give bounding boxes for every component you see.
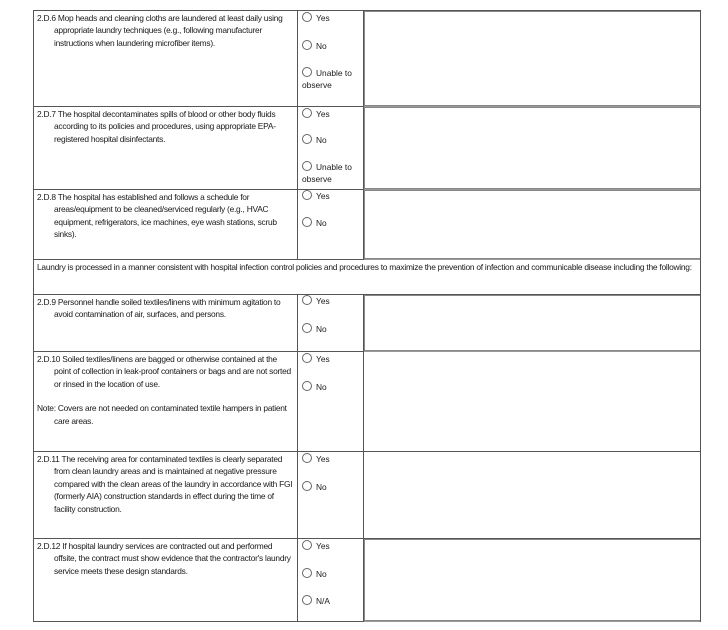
item-text-cell xyxy=(34,539,298,621)
option-yes[interactable]: Yes xyxy=(302,190,330,202)
item-text-cell xyxy=(34,452,298,538)
radio-button[interactable] xyxy=(302,134,312,144)
item-text: 2.D.7 The hospital decontaminates spills of blood or other body fluids according to its policies and procedures, using appropriate EPA-registered hospital disinfectants. xyxy=(37,109,276,144)
option-no[interactable]: No xyxy=(302,381,327,393)
response-options xyxy=(298,295,364,351)
item-row-2d7 xyxy=(33,107,701,190)
item-row-2d12 xyxy=(33,539,701,622)
response-options xyxy=(298,452,364,538)
option-no[interactable]: No xyxy=(302,217,327,229)
option-no[interactable]: No xyxy=(302,481,327,493)
comment-box[interactable] xyxy=(364,11,700,106)
comment-box[interactable] xyxy=(364,107,700,189)
item-text: 2.D.10 Soiled textiles/linens are bagged or otherwise contained at the point of collection in leak-proof containers or bags and are not sorted or rinsed in the location of use. xyxy=(37,354,291,389)
radio-button[interactable] xyxy=(302,353,312,363)
section-header xyxy=(33,260,701,295)
item-text-cell xyxy=(34,11,298,106)
item-text: 2.D.6 Mop heads and cleaning cloths are laundered at least daily using appropriate laundry techniques (e.g., following manufacturer instructions when laundering microfiber items). xyxy=(37,13,283,48)
item-text: 2.D.8 The hospital has established and follows a schedule for areas/equipment to be cleaned/serviced regularly (e.g., HVAC equipment, refrigerators, ice machines, eye wash stations, scrub sinks). xyxy=(37,192,277,240)
option-unable-to-observe[interactable]: Unable to observe xyxy=(302,162,352,184)
item-row-2d9 xyxy=(33,295,701,352)
radio-button[interactable] xyxy=(302,481,312,491)
radio-button[interactable] xyxy=(302,161,312,171)
comment-box[interactable] xyxy=(364,190,700,259)
radio-button[interactable] xyxy=(302,323,312,333)
option-yes[interactable]: Yes xyxy=(302,453,330,465)
radio-button[interactable] xyxy=(302,595,312,605)
comment-box[interactable] xyxy=(364,539,700,621)
comment-box[interactable] xyxy=(364,352,700,451)
option-yes[interactable]: Yes xyxy=(302,353,330,365)
item-text-cell xyxy=(34,352,298,451)
radio-button[interactable] xyxy=(302,295,312,305)
item-row-2d11 xyxy=(33,452,701,539)
radio-button[interactable] xyxy=(302,12,312,22)
option-no[interactable]: No xyxy=(302,323,327,335)
item-row-2d6 xyxy=(33,10,701,107)
item-row-2d8 xyxy=(33,190,701,260)
response-options xyxy=(298,107,364,189)
item-text-cell xyxy=(34,107,298,189)
response-options xyxy=(298,190,364,259)
response-options xyxy=(298,11,364,106)
item-text: 2.D.9 Personnel handle soiled textiles/linens with minimum agitation to avoid contamination of air, surfaces, and persons. xyxy=(37,297,281,320)
option-no[interactable]: No xyxy=(302,40,327,52)
response-options xyxy=(298,539,364,621)
item-text: 2.D.11 The receiving area for contaminated textiles is clearly separated from clean laundry areas and is maintained at negative pressure compared with the clean areas of the laundry in accordance with FGI (formerly AIA) construction standards in effect during the time of facility construction. xyxy=(37,454,293,514)
option-unable-to-observe[interactable]: Unable to observe xyxy=(302,68,352,90)
comment-box[interactable] xyxy=(364,295,700,351)
radio-button[interactable] xyxy=(302,190,312,200)
radio-button[interactable] xyxy=(302,217,312,227)
section-header-text: Laundry is processed in a manner consistent with hospital infection control policies and procedures to maximize the prevention of infection and communicable disease including the following: xyxy=(37,262,692,272)
item-text: 2.D.12 If hospital laundry services are contracted out and performed offsite, the contract must show evidence that the contractor's laundry service meets these design standards. xyxy=(37,541,291,576)
item-text-cell xyxy=(34,190,298,259)
option-yes[interactable]: Yes xyxy=(302,540,330,552)
option-yes[interactable]: Yes xyxy=(302,108,330,120)
item-row-2d10 xyxy=(33,352,701,452)
response-options xyxy=(298,352,364,451)
option-no[interactable]: No xyxy=(302,568,327,580)
radio-button[interactable] xyxy=(302,540,312,550)
option-yes[interactable]: Yes xyxy=(302,12,330,24)
radio-button[interactable] xyxy=(302,453,312,463)
checklist-table xyxy=(33,10,701,622)
radio-button[interactable] xyxy=(302,40,312,50)
radio-button[interactable] xyxy=(302,67,312,77)
option-no[interactable]: No xyxy=(302,134,327,146)
radio-button[interactable] xyxy=(302,381,312,391)
radio-button[interactable] xyxy=(302,108,312,118)
option-na[interactable]: N/A xyxy=(302,595,330,607)
item-text-cell xyxy=(34,295,298,351)
radio-button[interactable] xyxy=(302,568,312,578)
item-note: Note: Covers are not needed on contaminated textile hampers in patient care areas. xyxy=(37,403,287,426)
option-yes[interactable]: Yes xyxy=(302,295,330,307)
comment-box[interactable] xyxy=(364,452,700,538)
